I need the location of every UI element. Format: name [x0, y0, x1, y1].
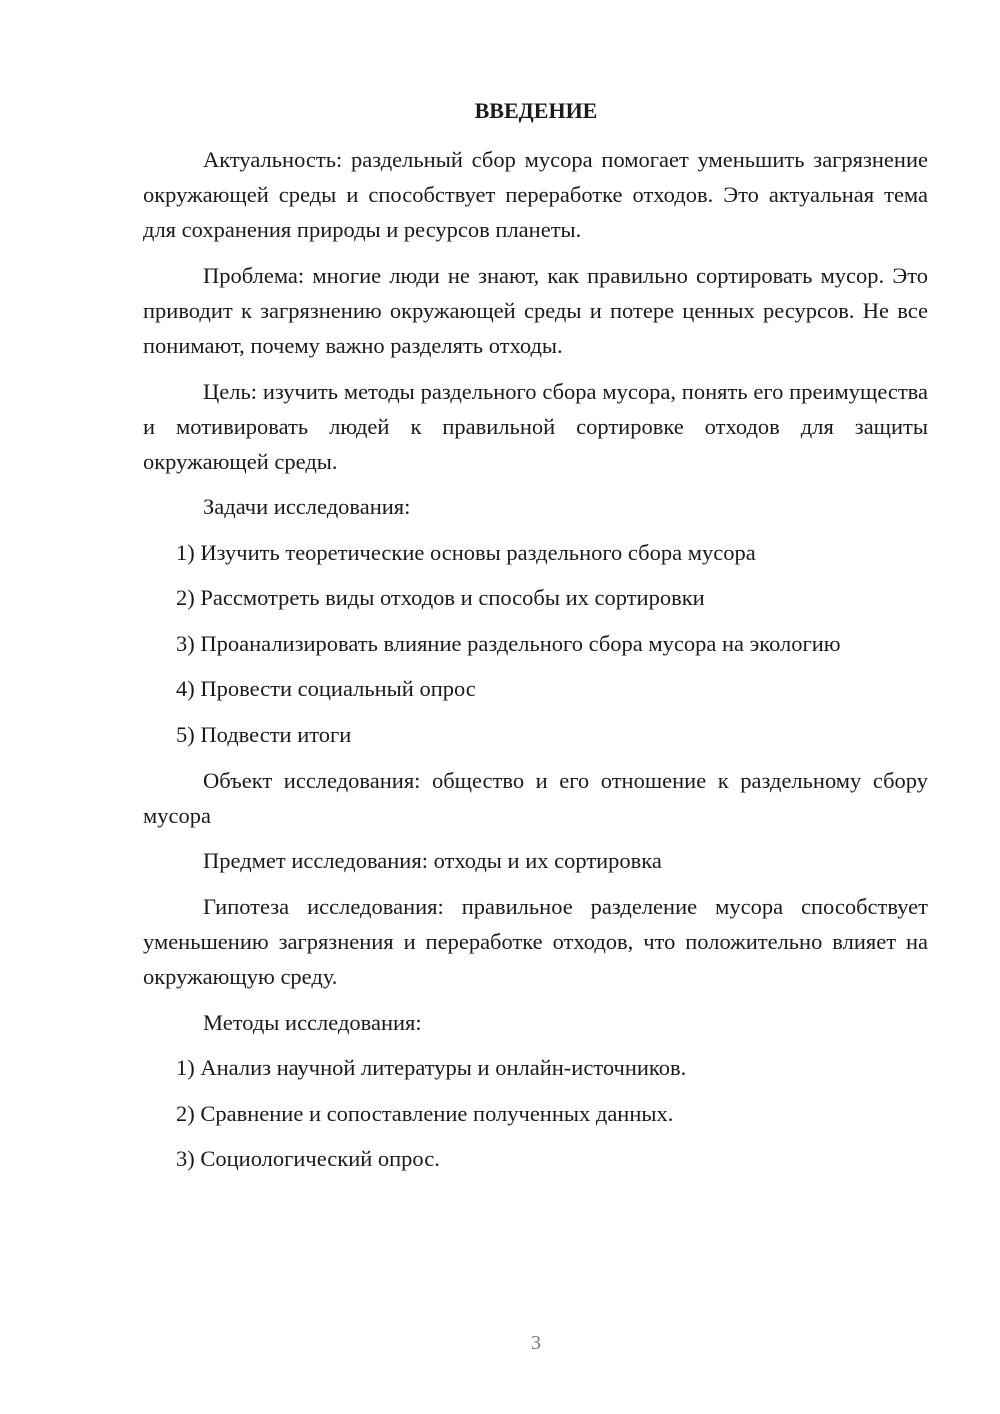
- method-item: 1) Анализ научной литературы и онлайн-источников.: [176, 1055, 687, 1080]
- task-item: 2) Рассмотреть виды отходов и способы их сортировки: [176, 585, 705, 610]
- method-item: 2) Сравнение и сопоставление полученных данных.: [176, 1101, 674, 1126]
- methods-heading: Методы исследования:: [203, 1010, 422, 1035]
- task-item: 3) Проанализировать влияние раздельного сбора мусора на экологию: [176, 631, 841, 656]
- task-item: 4) Провести социальный опрос: [176, 676, 476, 701]
- page-number: 3: [531, 1332, 541, 1354]
- task-item: 1) Изучить теоретические основы раздельного сбора мусора: [176, 540, 756, 565]
- object-paragraph: Объект исследования: общество и его отношение к раздельному сбору мусора: [143, 768, 928, 828]
- hypothesis-paragraph: Гипотеза исследования: правильное разделение мусора способствует уменьшению загрязнения и переработке отходов, что положительно влияет на окружающую среду.: [143, 894, 928, 989]
- problem-paragraph: Проблема: многие люди не знают, как правильно сортировать мусор. Это приводит к загрязнению окружающей среды и потере ценных ресурсов. Не все понимают, почему важно разделять отходы.: [143, 263, 928, 358]
- subject-paragraph: Предмет исследования: отходы и их сортировка: [203, 848, 662, 873]
- goal-paragraph: Цель: изучить методы раздельного сбора мусора, понять его преимущества и мотивировать людей к правильной сортировке отходов для защиты окружающей среды.: [143, 379, 928, 474]
- method-item: 3) Социологический опрос.: [176, 1146, 440, 1171]
- relevance-paragraph: Актуальность: раздельный сбор мусора помогает уменьшить загрязнение окружающей среды и способствует переработке отходов. Это актуальная тема для сохранения природы и ресурсов планеты.: [143, 147, 928, 242]
- task-item: 5) Подвести итоги: [176, 722, 352, 747]
- section-title: ВВЕДЕНИЕ: [474, 98, 598, 123]
- tasks-heading: Задачи исследования:: [203, 494, 411, 519]
